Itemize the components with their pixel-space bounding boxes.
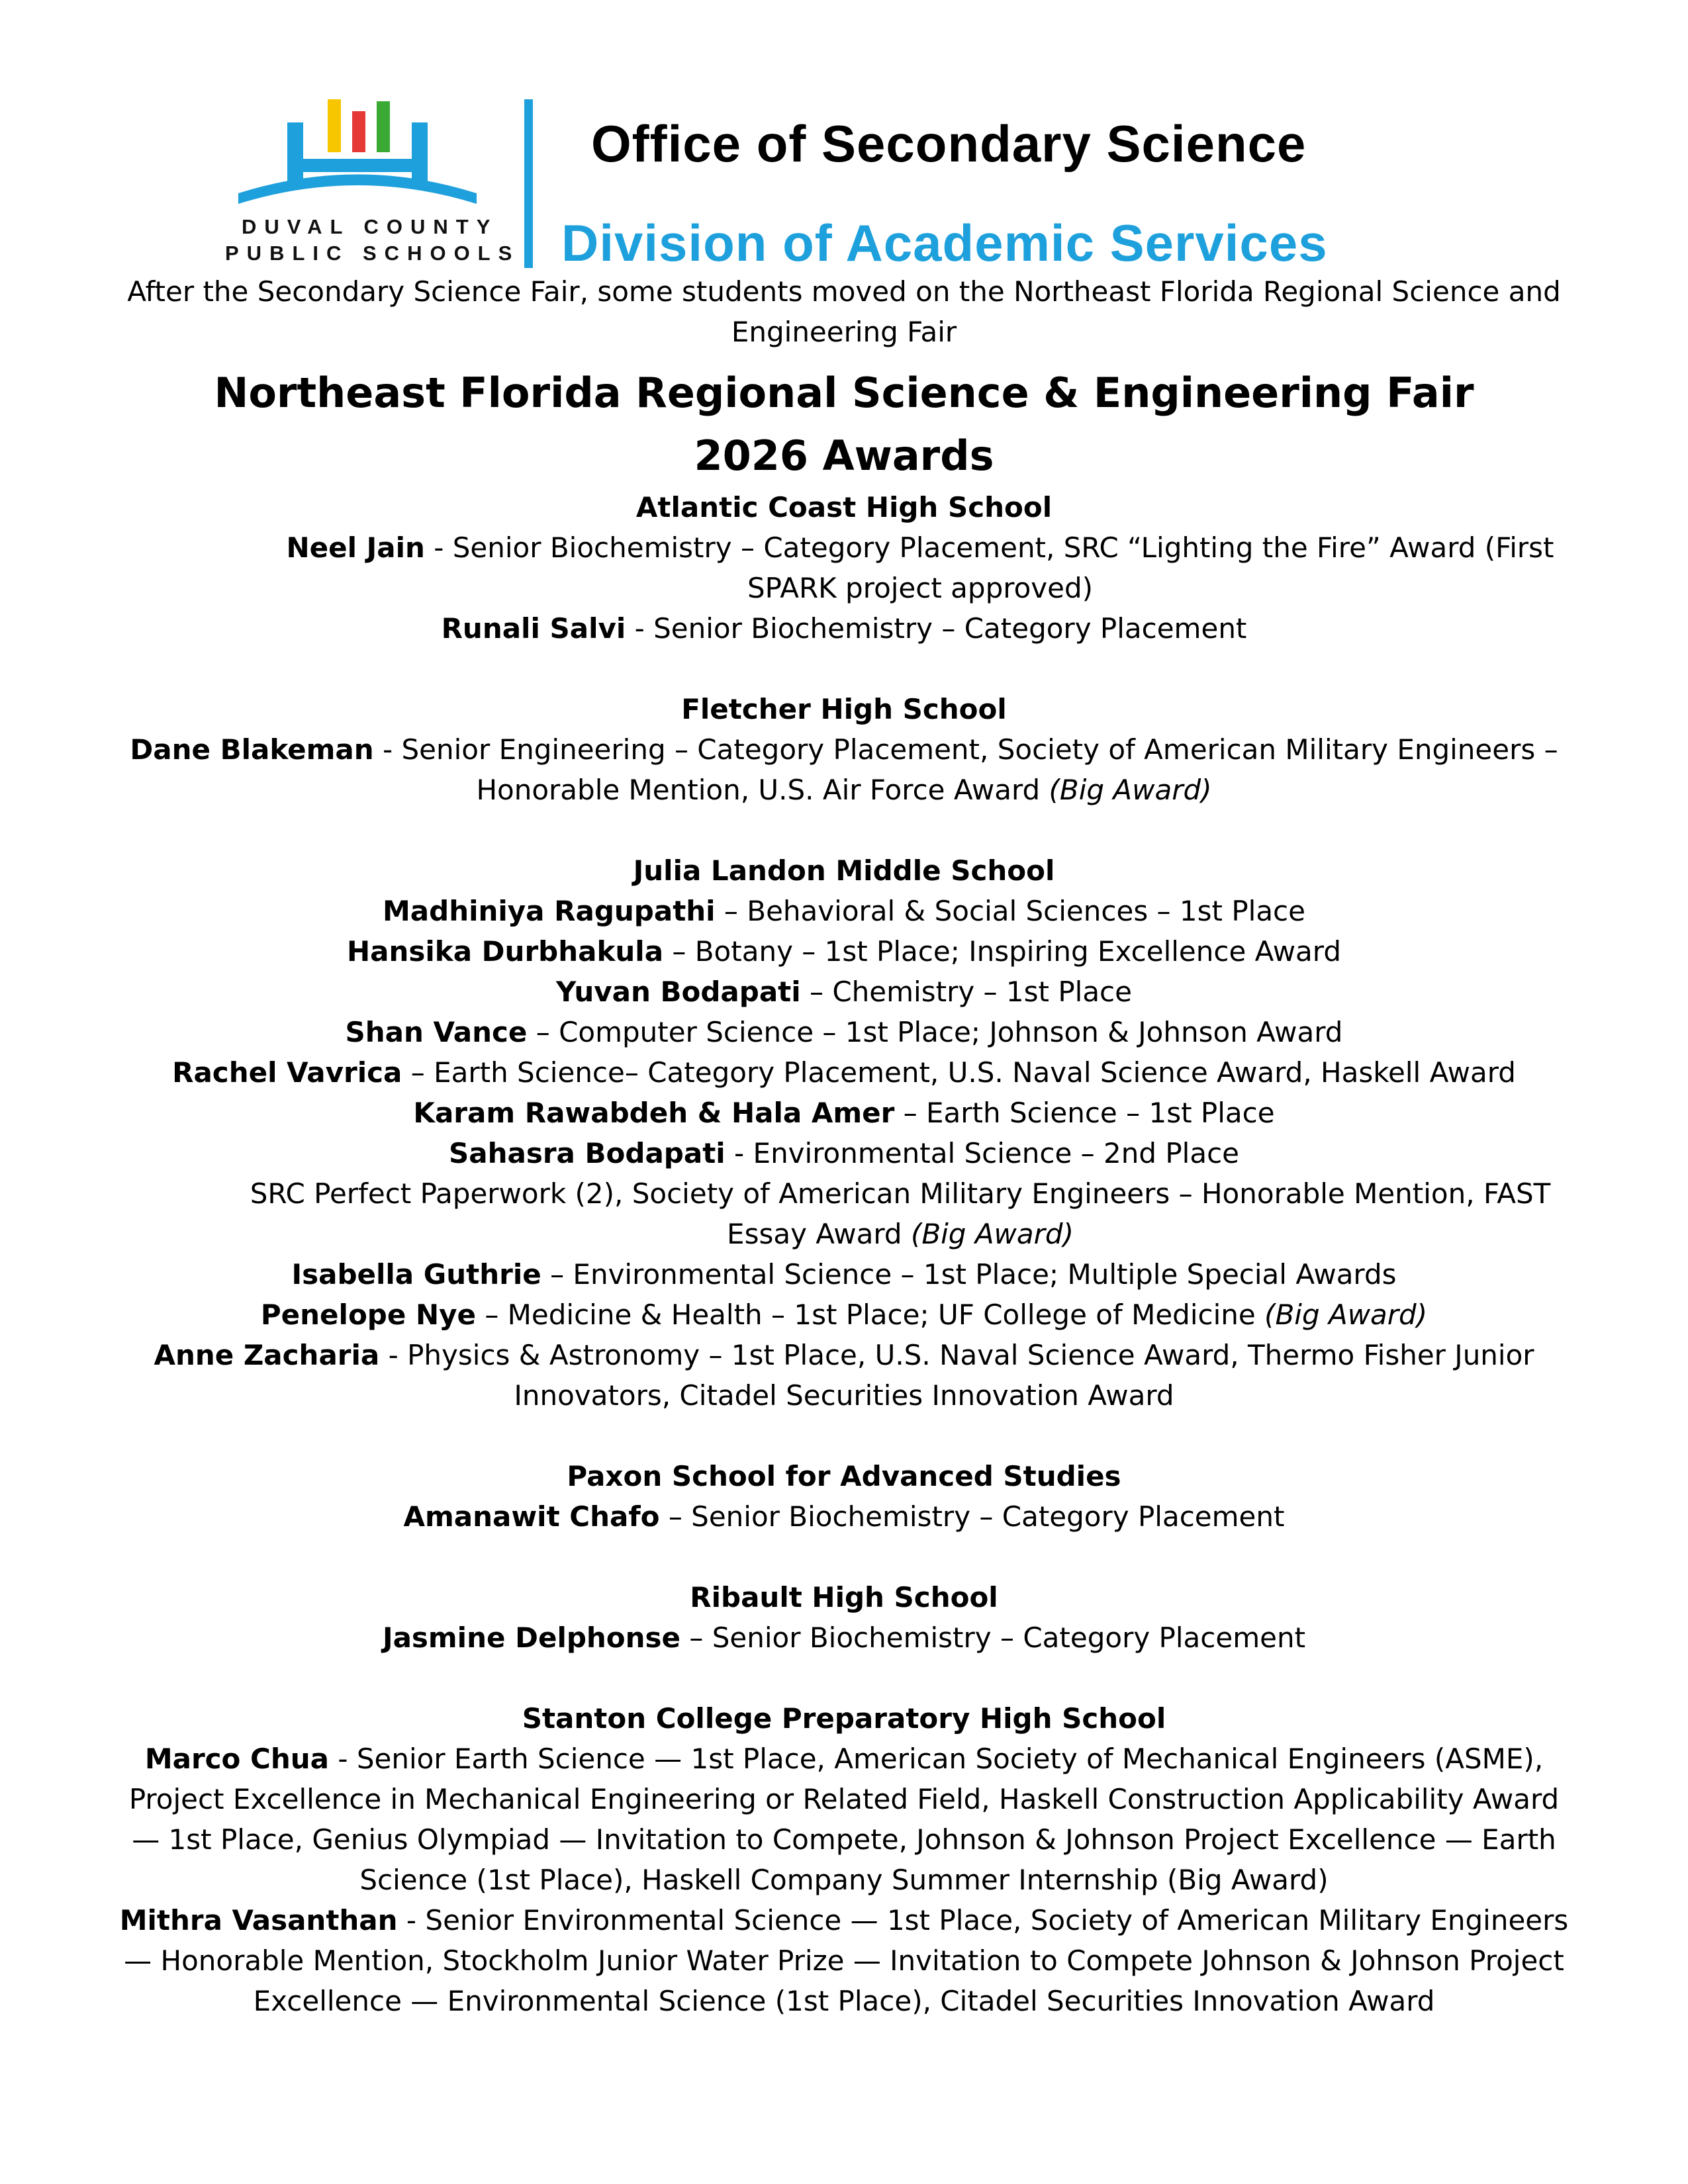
school-heading: Julia Landon Middle School — [633, 854, 1055, 887]
award-detail: – Behavioral & Social Sciences – 1st Place — [715, 895, 1305, 927]
logo-text-line1: DUVAL COUNTY — [242, 215, 498, 238]
award-entry — [119, 1254, 1569, 1295]
school-heading: Ribault High School — [690, 1581, 998, 1614]
title-line1: Northeast Florida Regional Science & Engineering Fair — [214, 369, 1474, 417]
award-detail: – Senior Biochemistry – Category Placement — [680, 1621, 1306, 1654]
award-entry — [119, 608, 1569, 649]
award-entry — [119, 931, 1569, 972]
award-entry — [119, 1093, 1569, 1133]
award-entry — [119, 972, 1569, 1012]
award-entry — [119, 1012, 1569, 1052]
student-name: Penelope Nye — [260, 1298, 476, 1331]
award-entry — [119, 1617, 1569, 1658]
school-heading: Stanton College Preparatory High School — [522, 1702, 1166, 1735]
student-name: Dane Blakeman — [130, 733, 374, 766]
header-divider — [524, 99, 533, 268]
student-name: Mithra Vasanthan — [119, 1904, 398, 1936]
school-heading: Fletcher High School — [681, 693, 1007, 725]
student-name: Marco Chua — [144, 1743, 330, 1775]
award-detail: - Senior Engineering – Category Placement, Society of American Military Engineers – Honorable Mention, U.S. Air Force Award — [373, 733, 1558, 806]
logo-bar-green — [377, 101, 390, 152]
award-entry — [119, 1900, 1569, 2021]
logo-pillar-right — [412, 122, 428, 185]
award-entry — [119, 1173, 1569, 1254]
award-entry — [119, 1335, 1569, 1416]
award-detail: – Senior Biochemistry – Category Placement — [659, 1500, 1285, 1533]
student-name: Madhiniya Ragupathi — [383, 895, 716, 927]
award-entry — [119, 527, 1569, 608]
award-entry — [119, 1496, 1569, 1537]
award-detail: – Medicine & Health – 1st Place; UF College of Medicine — [475, 1298, 1265, 1331]
award-entry — [119, 1295, 1569, 1335]
division-title: Division of Academic Services — [561, 214, 1328, 272]
student-name: Yuvan Bodapati — [556, 976, 801, 1008]
award-entry — [119, 891, 1569, 931]
award-entry — [119, 1739, 1569, 1900]
awards-document — [119, 271, 1569, 2021]
award-detail: - Environmental Science – 2nd Place — [725, 1137, 1239, 1169]
big-award-note: (Big Award) — [1049, 774, 1212, 806]
student-name: Hansika Durbhakula — [347, 935, 664, 968]
school-heading: Paxon School for Advanced Studies — [567, 1460, 1121, 1492]
award-detail: - Senior Environmental Science — 1st Place, Society of American Military Engineers — Honorable Mention, Stockholm Junior Water Prize — Invitation to Compete Johnson & Johnson Project Excellence — Environmental Science (1st Place), Citadel Securities Innovation Award — [124, 1904, 1569, 2017]
student-name: Anne Zacharia — [154, 1339, 380, 1371]
award-entry — [119, 729, 1569, 810]
logo-deck — [287, 159, 428, 172]
student-name: Karam Rawabdeh & Hala Amer — [413, 1097, 895, 1129]
logo-arc — [238, 175, 477, 205]
student-name: Neel Jain — [286, 531, 425, 564]
document-title — [119, 361, 1569, 487]
title-line2: 2026 Awards — [694, 432, 994, 480]
student-name: Runali Salvi — [441, 612, 626, 645]
award-detail: - Physics & Astronomy – 1st Place, U.S. Naval Science Award, Thermo Fisher Junior Innovators, Citadel Securities Innovation Award — [379, 1339, 1534, 1412]
student-name: Rachel Vavrica — [172, 1056, 402, 1089]
award-detail: SRC Perfect Paperwork (2), Society of American Military Engineers – Honorable Mention, FAST Essay Award — [250, 1177, 1551, 1250]
logo-bar-yellow — [328, 99, 341, 152]
award-detail: - Senior Biochemistry – Category Placement — [626, 612, 1247, 645]
intro-text: After the Secondary Science Fair, some students moved on the Northeast Florida Regional Science and Engineering Fair — [127, 275, 1561, 348]
logo-text-line2: PUBLIC SCHOOLS — [225, 242, 520, 265]
award-detail: – Computer Science – 1st Place; Johnson & Johnson Award — [527, 1016, 1343, 1048]
award-detail: – Earth Science – 1st Place — [894, 1097, 1275, 1129]
student-name: Jasmine Delphonse — [382, 1621, 681, 1654]
logo-bar-red — [352, 111, 365, 152]
student-name: Shan Vance — [345, 1016, 528, 1048]
award-detail: – Earth Science– Category Placement, U.S. Naval Science Award, Haskell Award — [402, 1056, 1516, 1089]
student-name: Isabella Guthrie — [291, 1258, 541, 1291]
award-detail: – Environmental Science – 1st Place; Multiple Special Awards — [541, 1258, 1397, 1291]
office-title: Office of Secondary Science — [591, 114, 1307, 173]
award-entry — [119, 1052, 1569, 1093]
award-detail: – Chemistry – 1st Place — [800, 976, 1132, 1008]
student-name: Sahasra Bodapati — [449, 1137, 726, 1169]
award-entry — [119, 1133, 1569, 1173]
dcps-logo — [232, 93, 523, 225]
logo-pillar-left — [287, 122, 303, 185]
award-detail: - Senior Biochemistry – Category Placement, SRC “Lighting the Fire” Award (First SPARK project approved) — [424, 531, 1554, 604]
big-award-note: (Big Award) — [1264, 1298, 1428, 1331]
school-heading: Atlantic Coast High School — [635, 491, 1053, 523]
award-detail: - Senior Earth Science — 1st Place, American Society of Mechanical Engineers (ASME), Project Excellence in Mechanical Engineering or Related Field, Haskell Construction Applicability Award — 1st Place, Genius Olympiad — Invitation to Compete, Johnson & Johnson Project Excellence — Earth Science (1st Place), Haskell Company Summer Internship (Big Award) — [128, 1743, 1560, 1896]
letterhead — [0, 0, 1688, 278]
big-award-note: (Big Award) — [910, 1218, 1074, 1250]
award-detail: – Botany – 1st Place; Inspiring Excellence Award — [663, 935, 1341, 968]
student-name: Amanawit Chafo — [403, 1500, 660, 1533]
